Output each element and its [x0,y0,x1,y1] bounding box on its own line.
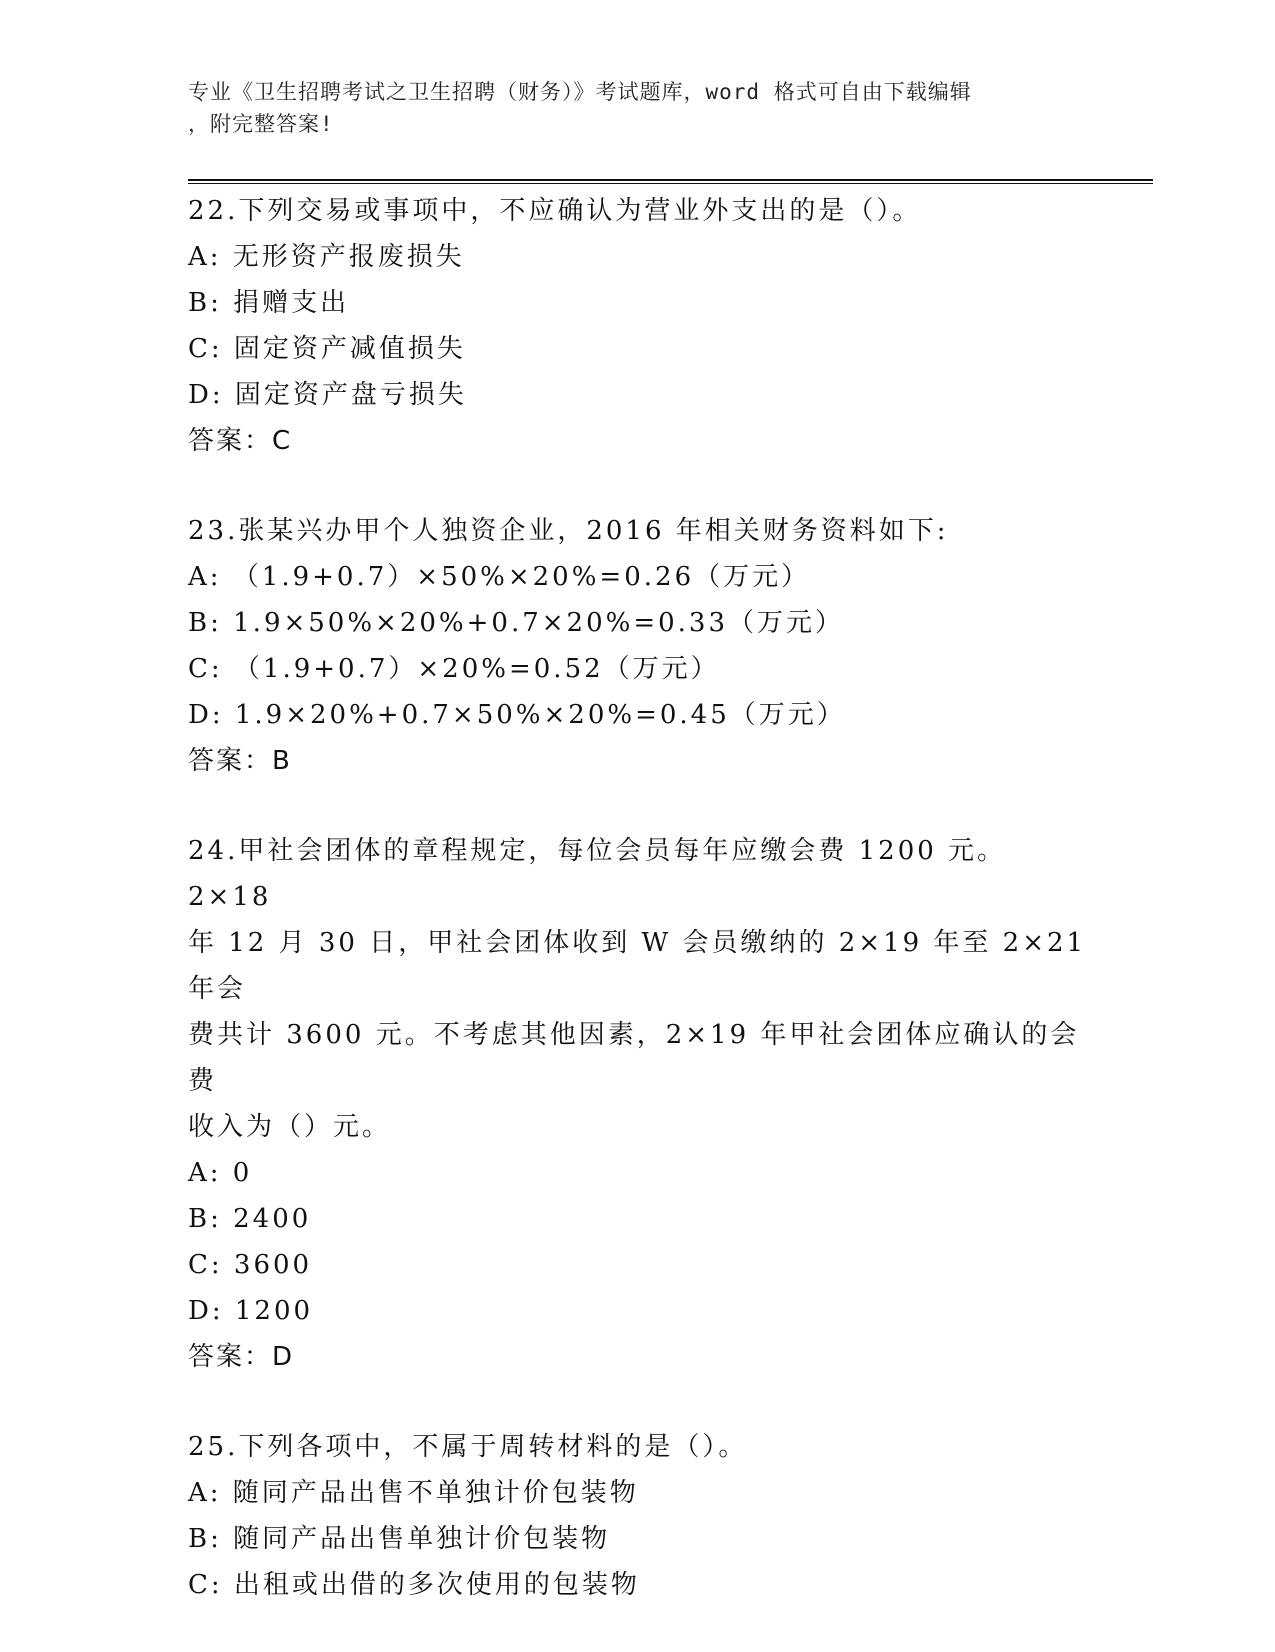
option-c: C: （1.9+0.7）×20%=0.52（万元） [188,654,720,684]
question-item [188,188,1088,464]
question-stem: 收入为（）元。 [188,1112,392,1142]
answer-line: 答案：D [188,1342,295,1372]
header-double-rule [188,179,1153,185]
option-d: D: 1.9×20%+0.7×50%×20%=0.45（万元） [188,700,846,730]
option-b: B: 1.9×50%×20%+0.7×20%=0.33（万元） [188,608,845,638]
option-a: A: 随同产品出售不单独计价包装物 [188,1478,639,1508]
option-c: C: 3600 [188,1250,313,1280]
option-a: A: 0 [188,1158,253,1188]
question-stem: 24.甲社会团体的章程规定，每位会员每年应缴会费 1200 元。2×18 [188,836,1007,912]
option-b: B: 2400 [188,1204,312,1234]
option-a: A: （1.9+0.7）×50%×20%=0.26（万元） [188,562,811,592]
question-item [188,828,1098,1380]
option-c: C: 出租或出借的多次使用的包装物 [188,1570,640,1600]
answer-line: 答案：C [188,426,293,456]
option-d: D: 1200 [188,1296,314,1326]
option-b: B: 捐赠支出 [188,288,350,318]
question-stem: 25.下列各项中，不属于周转材料的是（）。 [188,1432,748,1462]
question-stem: 23.张某兴办甲个人独资企业，2016 年相关财务资料如下: [188,516,949,546]
option-a: A: 无形资产报废损失 [188,242,465,272]
document-header [188,76,1068,140]
option-c: C: 固定资产减值损失 [188,334,466,364]
rule-line [188,179,1153,181]
rule-line [188,183,1153,184]
question-stem: 费共计 3600 元。不考虑其他因素，2×19 年甲社会团体应确认的会费 [188,1020,1080,1096]
header-line: 专业《卫生招聘考试之卫生招聘（财务）》考试题库，word 格式可自由下载编辑 [188,80,972,104]
question-list [188,188,1098,1652]
answer-line: 答案：B [188,746,292,776]
question-item [188,1424,1088,1608]
question-stem: 年 12 月 30 日，甲社会团体收到 W 会员缴纳的 2×19 年至 2×21 年会 [188,928,1098,1004]
option-b: B: 随同产品出售单独计价包装物 [188,1524,611,1554]
question-stem: 22.下列交易或事项中，不应确认为营业外支出的是（）。 [188,196,922,226]
option-d: D: 固定资产盘亏损失 [188,380,467,410]
question-item [188,508,1088,784]
header-line: ，附完整答案! [188,112,334,136]
